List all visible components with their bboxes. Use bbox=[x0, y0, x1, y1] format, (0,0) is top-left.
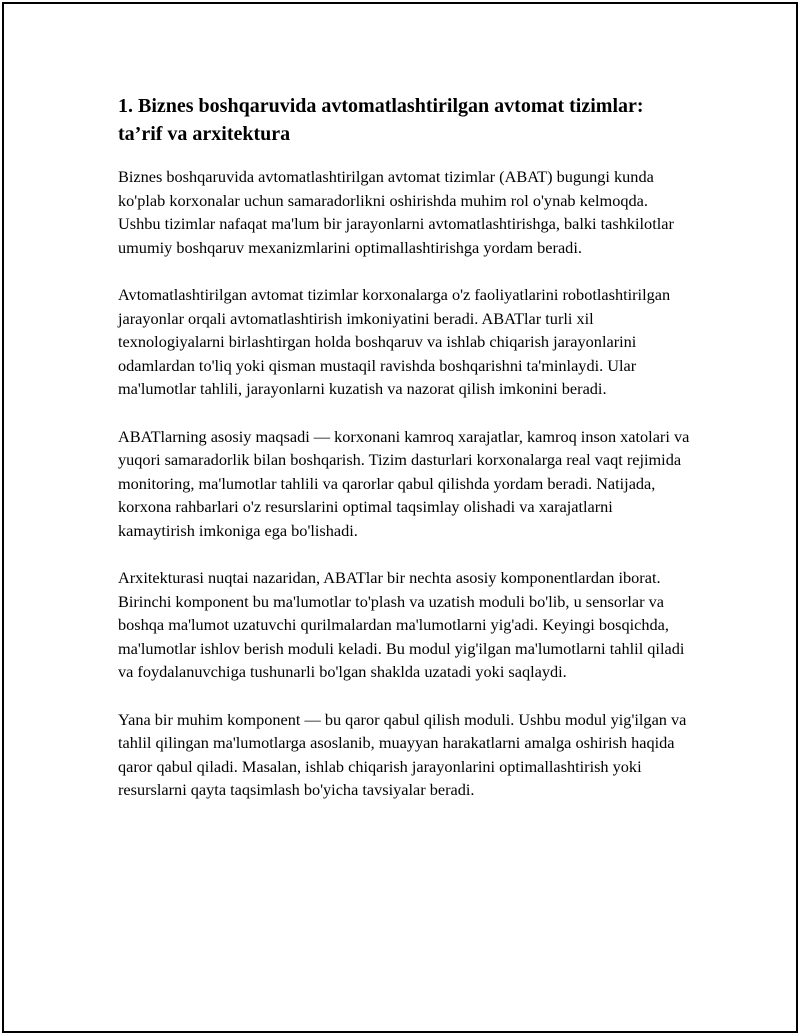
paragraph-intro: Biznes boshqaruvida avtomatlashtirilgan avtomat tizimlar (ABAT) bugungi kunda ko'plab korxonalar uchun samaradorlikni oshirishda muhim rol o'ynab kelmoqda. Ushbu tizimlar nafaqat ma'lum bir jarayonlarni avtomatlashtirishga, balki tashkilotlar umumiy boshqaruv mexanizmlarini optimallashtirishga yordam beradi. bbox=[118, 167, 674, 257]
paragraph-decision-module: Yana bir muhim komponent — bu qaror qabul qilish moduli. Ushbu modul yig'ilgan va tahlil qilingan ma'lumotlarga asoslanib, muayyan harakatlarni amalga oshirish haqida qaror qabul qiladi. Masalan, ishlab chiqarish jarayonlarini optimallashtirish yoki resurslarni qayta taqsimlash bo'yicha tavsiyalar beradi. bbox=[118, 709, 687, 799]
section-title: 1. Biznes boshqaruvida avtomatlashtirilgan avtomat tizimlar: ta’rif va arxitektura bbox=[118, 95, 644, 145]
document-content bbox=[118, 92, 690, 826]
paragraph-architecture: Arxitekturasi nuqtai nazaridan, ABATlar bir nechta asosiy komponentlardan iborat. Birinchi komponent bu ma'lumotlar to'plash va uzatish moduli bo'lib, u sensorlar va boshqa ma'lumot uzatuvchi qurilmalardan ma'lumotlarni yig'adi. Keyingi bosqichda, ma'lumotlar ishlov berish moduli keladi. Bu modul yig'ilgan ma'lumotlarni tahlil qiladi va foydalanuvchiga tushunarli bo'lgan shaklda uzatadi yoki saqlaydi. bbox=[118, 568, 685, 681]
paragraph-main-goal: ABATlarning asosiy maqsadi — korxonani kamroq xarajatlar, kamroq inson xatolari va yuqori samaradorlik bilan boshqarish. Tizim dasturlari korxonalarga real vaqt rejimida monitoring, ma'lumotlar tahlili va qarorlar qabul qilishda yordam beradi. Natijada, korxona rahbarlari o'z resurslarini optimal taqsimlay olishadi va xarajatlarni kamaytirish imkoniga ega bo'lishadi. bbox=[118, 426, 690, 540]
paragraph-capabilities: Avtomatlashtirilgan avtomat tizimlar korxonalarga o'z faoliyatlarini robotlashtirilgan jarayonlar orqali avtomatlashtirish imkoniyatini beradi. ABATlar turli xil texnologiyalarni birlashtirgan holda boshqaruv va ishlab chiqarish jarayonlarini odamlardan to'liq yoki qisman mustaqil ravishda boshqarishni ta'minlaydi. Ular ma'lumotlar tahlili, jarayonlarni kuzatish va nazorat qilish imkonini beradi. bbox=[118, 285, 671, 398]
